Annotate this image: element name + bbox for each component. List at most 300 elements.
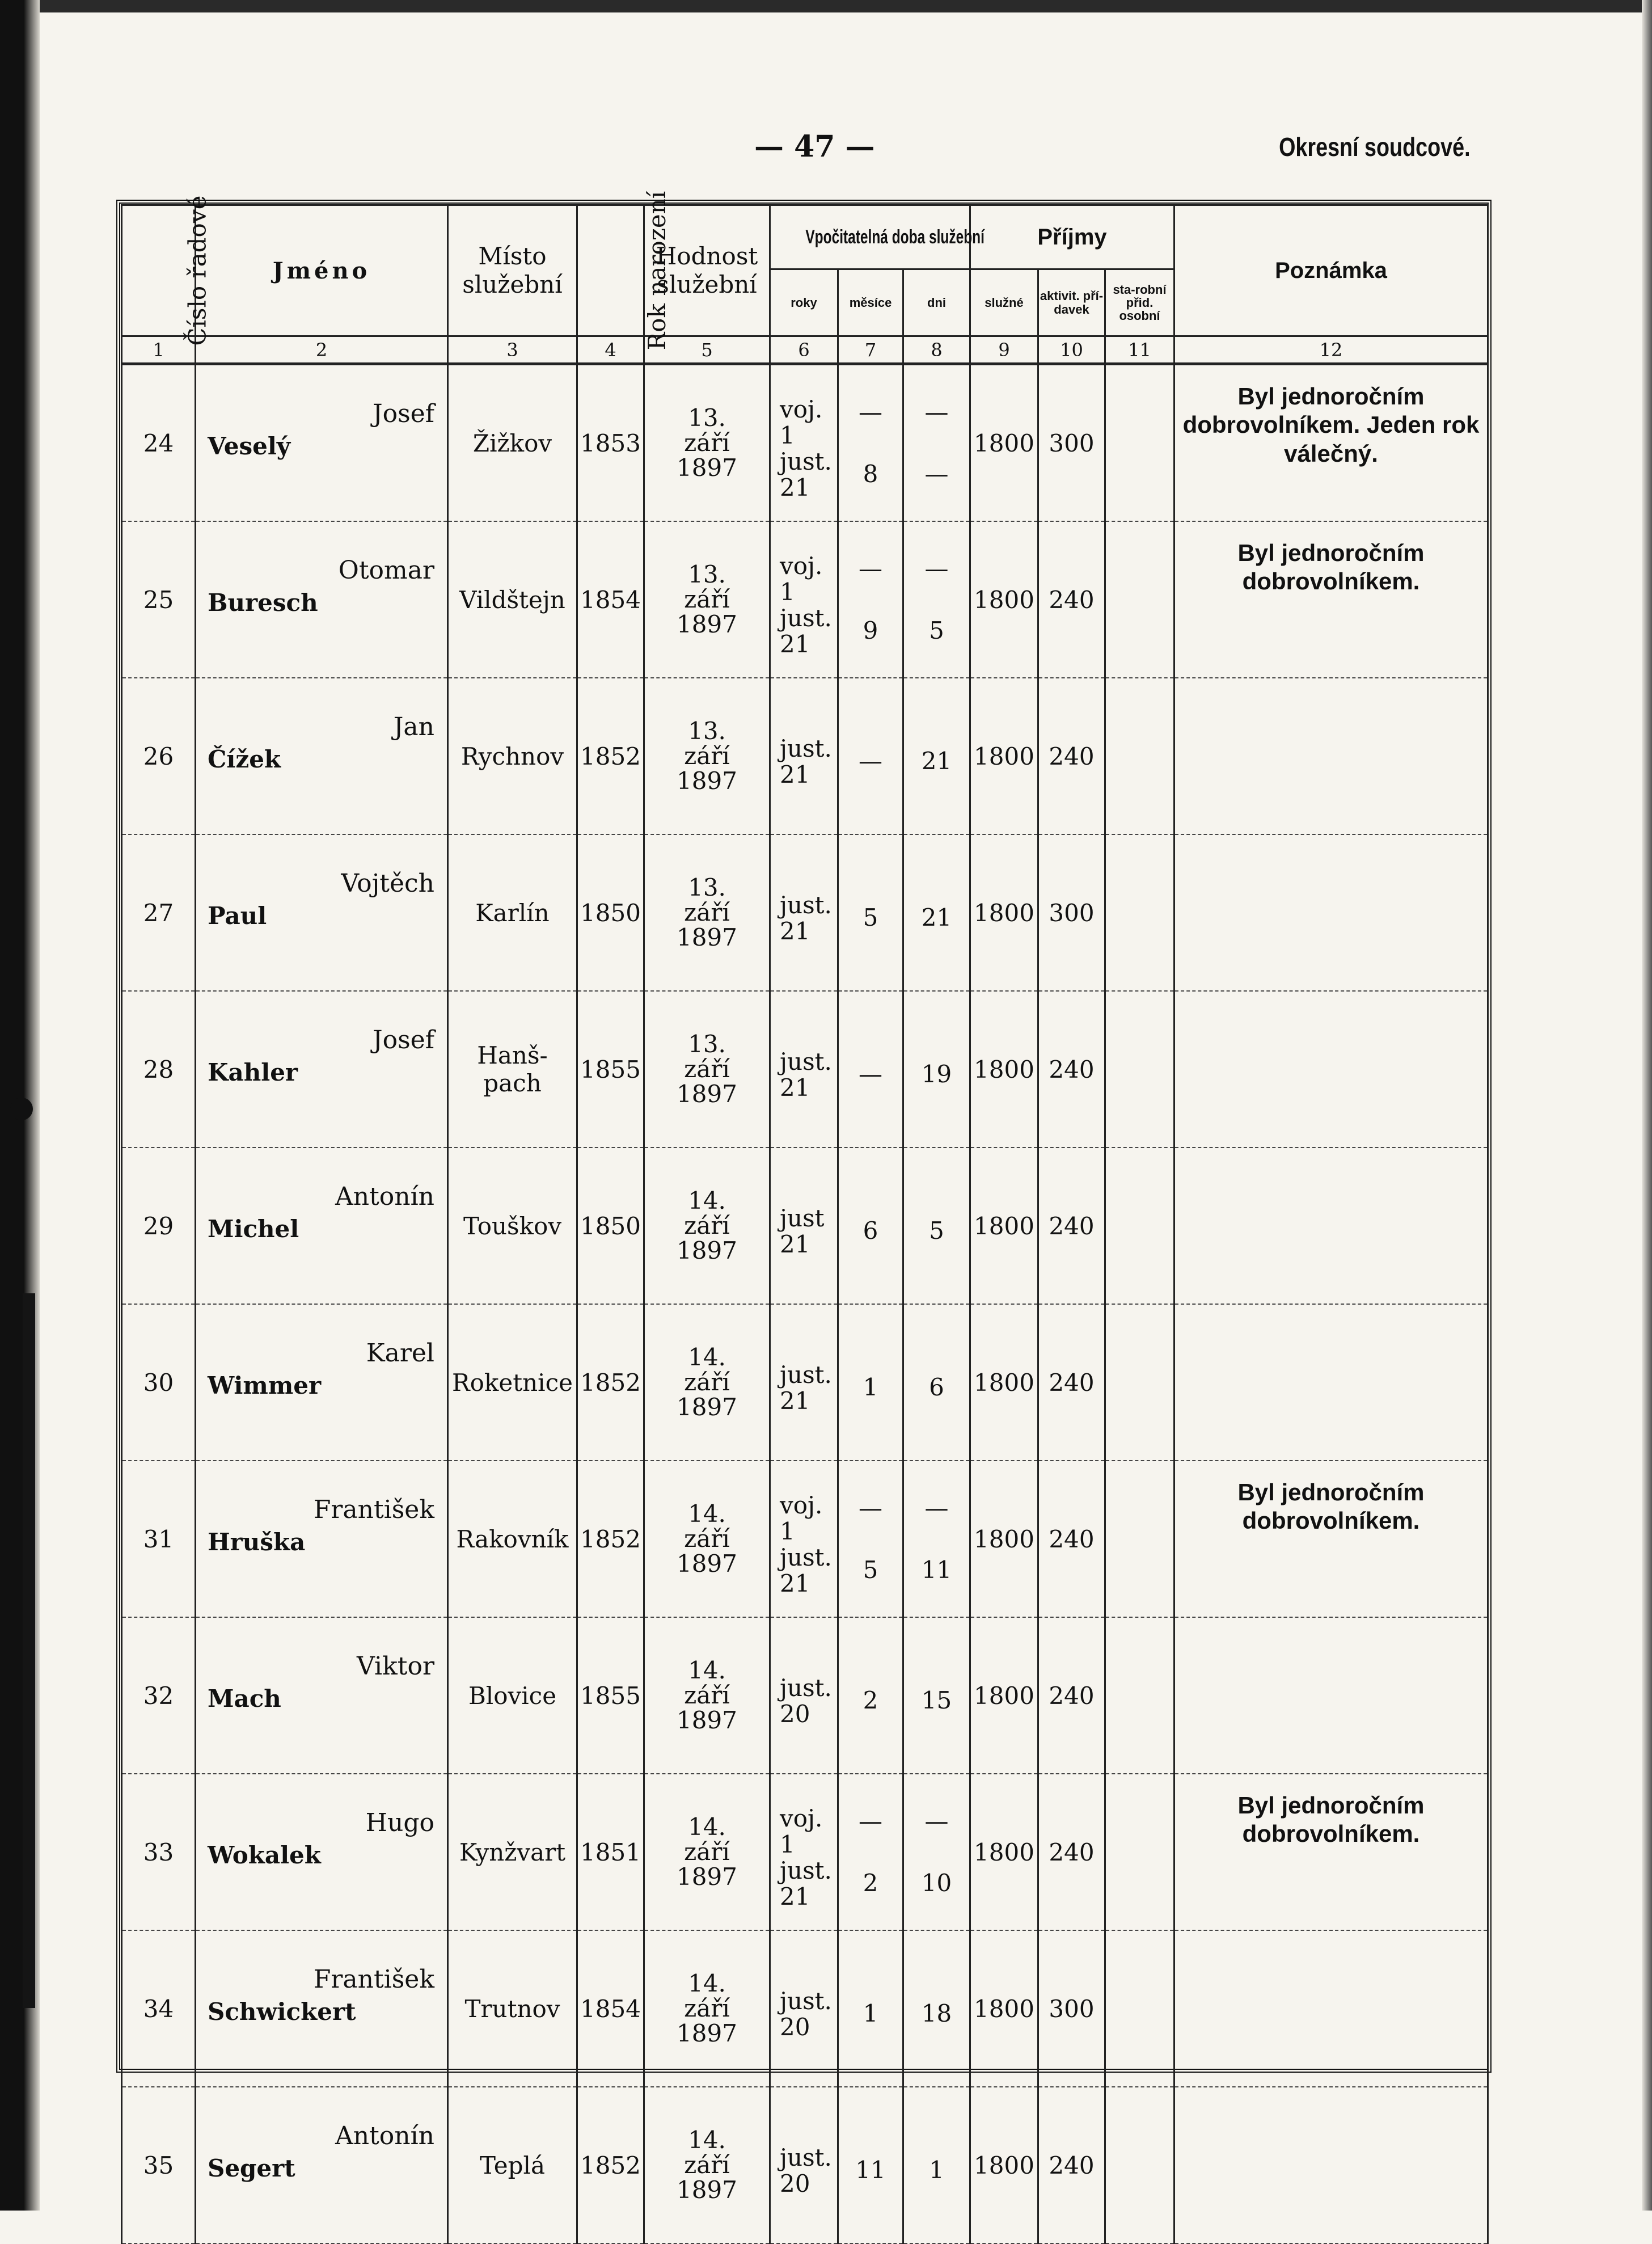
years-line: just.	[780, 1360, 832, 1389]
salary: 1800	[970, 991, 1038, 1148]
rank-line: září	[684, 1837, 730, 1866]
col-num: 6	[770, 336, 838, 364]
row-number: 35	[122, 2087, 196, 2243]
activity-allowance: 240	[1038, 1304, 1105, 1461]
days-cell	[903, 1617, 970, 1774]
place-cell	[448, 1930, 577, 2087]
personal-allowance	[1105, 1774, 1174, 1930]
place: Hanš-pach	[477, 1041, 548, 1097]
surname: Schwickert	[208, 1998, 356, 2026]
name-cell	[196, 1304, 448, 1461]
name-cell	[196, 1930, 448, 2087]
days-line: —	[924, 1494, 949, 1522]
surname: Buresch	[208, 589, 318, 617]
days-line: 21	[921, 746, 952, 775]
personal-allowance	[1105, 678, 1174, 834]
days-cell	[903, 2087, 970, 2243]
place: Rakovník	[456, 1525, 569, 1553]
rank-line: 1897	[677, 1706, 737, 1735]
table-row	[122, 991, 1488, 1148]
months-cell	[838, 678, 903, 834]
months-line: —	[859, 1807, 882, 1835]
birth-year: 1852	[577, 1304, 644, 1461]
note	[1174, 1930, 1488, 2087]
activity-allowance: 240	[1038, 1774, 1105, 1930]
table-row	[122, 1774, 1488, 1930]
rank-line: 1897	[677, 1863, 737, 1891]
rank-line: 13.	[688, 1030, 726, 1058]
personal-allowance	[1105, 991, 1174, 1148]
days-line: 19	[921, 1060, 952, 1088]
salary: 1800	[970, 1617, 1038, 1774]
days-line: 18	[921, 1999, 952, 2027]
days-line: 1	[929, 2156, 944, 2184]
days-line: —	[924, 398, 949, 426]
note	[1174, 1304, 1488, 1461]
given-name: Viktor	[357, 1652, 434, 1681]
days-cell	[903, 1304, 970, 1461]
months-line: 6	[863, 1216, 878, 1245]
months-line: 1	[863, 1999, 878, 2027]
personal-allowance	[1105, 521, 1174, 678]
months-line: —	[859, 746, 882, 775]
rank-cell	[644, 2087, 770, 2243]
years-line: 1	[780, 421, 795, 449]
years-cell	[770, 991, 838, 1148]
rank-line: 14.	[688, 1656, 726, 1684]
months-cell	[838, 834, 903, 991]
header-poznamka: Poznámka	[1174, 205, 1488, 336]
register-table	[121, 191, 1489, 2244]
col-num: 10	[1038, 336, 1105, 364]
row-number: 34	[122, 1930, 196, 2087]
scan-binding-shadow	[23, 1293, 35, 2008]
days-line: 5	[929, 1216, 944, 1245]
name-cell	[196, 1617, 448, 1774]
rank-line: 1897	[677, 1550, 737, 1578]
table-row	[122, 834, 1488, 991]
activity-allowance: 240	[1038, 1617, 1105, 1774]
table-row	[122, 1148, 1488, 1304]
days-line: 15	[921, 1686, 952, 1714]
salary: 1800	[970, 834, 1038, 991]
birth-year: 1850	[577, 834, 644, 991]
header-roky: roky	[770, 269, 838, 336]
years-cell	[770, 678, 838, 834]
years-line: 20	[780, 1700, 810, 1728]
column-number-row	[122, 336, 1488, 364]
rank-line: 14.	[688, 1812, 726, 1841]
birth-year: 1855	[577, 991, 644, 1148]
rank-line: 1897	[677, 2176, 737, 2204]
months-cell	[838, 1930, 903, 2087]
days-cell	[903, 521, 970, 678]
section-title: Okresní soudcové.	[1279, 132, 1471, 162]
months-line: 2	[863, 1869, 878, 1897]
months-line: 11	[855, 2156, 886, 2184]
months-line: 5	[863, 903, 878, 931]
salary: 1800	[970, 521, 1038, 678]
col-num: 1	[122, 336, 196, 364]
rank-line: 13.	[688, 716, 726, 745]
given-name: Hugo	[365, 1808, 434, 1837]
years-line: just.	[780, 1986, 832, 2015]
place-cell	[448, 678, 577, 834]
rank-line: 1897	[677, 767, 737, 795]
birth-year: 1850	[577, 1148, 644, 1304]
given-name: Josef	[372, 1026, 434, 1054]
place: Roketnice	[452, 1368, 573, 1397]
years-line: 20	[780, 2170, 810, 2197]
years-line: 20	[780, 2013, 810, 2041]
years-cell	[770, 1617, 838, 1774]
days-cell	[903, 991, 970, 1148]
name-cell	[196, 991, 448, 1148]
rank-line: září	[684, 428, 730, 457]
place-cell	[448, 991, 577, 1148]
days-line: 10	[921, 1869, 952, 1897]
note	[1174, 1617, 1488, 1774]
surname: Hruška	[208, 1528, 306, 1556]
rank-cell	[644, 678, 770, 834]
rank-line: září	[684, 1211, 730, 1239]
name-cell	[196, 2087, 448, 2243]
months-line: 2	[863, 1686, 878, 1714]
years-line: 21	[780, 761, 810, 788]
place: Trutnov	[464, 1994, 560, 2023]
days-cell	[903, 1148, 970, 1304]
rank-cell	[644, 1617, 770, 1774]
years-line: just.	[780, 2143, 832, 2171]
header-cislo: Číslo řadové	[122, 205, 196, 336]
rank-cell	[644, 1304, 770, 1461]
name-cell	[196, 1461, 448, 1617]
surname: Michel	[208, 1215, 299, 1243]
years-cell	[770, 364, 838, 522]
name-cell	[196, 364, 448, 522]
years-cell	[770, 521, 838, 678]
place-cell	[448, 521, 577, 678]
header-misto: Místo služební	[448, 205, 577, 336]
rank-cell	[644, 1148, 770, 1304]
months-cell	[838, 1148, 903, 1304]
note	[1174, 2087, 1488, 2243]
header-sluzne: služné	[970, 269, 1038, 336]
personal-allowance	[1105, 364, 1174, 522]
header-rok: Rok narození	[577, 205, 644, 336]
activity-allowance: 240	[1038, 1148, 1105, 1304]
days-line: 6	[929, 1373, 944, 1401]
table-row	[122, 1304, 1488, 1461]
rank-line: září	[684, 741, 730, 770]
months-line: 5	[863, 1556, 878, 1584]
name-cell	[196, 834, 448, 991]
birth-year: 1854	[577, 1930, 644, 2087]
rank-line: 1897	[677, 1080, 737, 1108]
rank-line: 1897	[677, 610, 737, 639]
table-row	[122, 1461, 1488, 1617]
personal-allowance	[1105, 1304, 1174, 1461]
days-line: 11	[921, 1556, 952, 1584]
years-cell	[770, 1774, 838, 1930]
table-body	[122, 364, 1488, 2244]
days-cell	[903, 364, 970, 522]
salary: 1800	[970, 1304, 1038, 1461]
years-cell	[770, 1304, 838, 1461]
activity-allowance: 300	[1038, 364, 1105, 522]
given-name: Vojtěch	[341, 869, 434, 898]
activity-allowance: 240	[1038, 1461, 1105, 1617]
rank-line: 1897	[677, 1237, 737, 1265]
months-cell	[838, 364, 903, 522]
rank-line: září	[684, 898, 730, 926]
days-cell	[903, 1774, 970, 1930]
rank-line: září	[684, 1524, 730, 1553]
birth-year: 1853	[577, 364, 644, 522]
row-number: 29	[122, 1148, 196, 1304]
months-line: —	[859, 1060, 882, 1088]
days-cell	[903, 834, 970, 991]
row-number: 31	[122, 1461, 196, 1617]
row-number: 25	[122, 521, 196, 678]
years-line: voj.	[780, 551, 823, 580]
salary: 1800	[970, 2087, 1038, 2243]
col-num: 9	[970, 336, 1038, 364]
days-cell	[903, 678, 970, 834]
years-line: 21	[780, 1230, 810, 1258]
row-number: 32	[122, 1617, 196, 1774]
personal-allowance	[1105, 834, 1174, 991]
rank-line: 1897	[677, 1393, 737, 1422]
years-line: voj.	[780, 1804, 823, 1832]
days-line: —	[924, 1807, 949, 1835]
given-name: Antonín	[335, 1182, 434, 1211]
note: Byl jednoročním dobrovolníkem. Jeden rok válečný.	[1174, 364, 1488, 522]
months-cell	[838, 1774, 903, 1930]
col-num: 5	[644, 336, 770, 364]
row-number: 30	[122, 1304, 196, 1461]
given-name: František	[313, 1965, 434, 1994]
row-number: 24	[122, 364, 196, 522]
col-num: 12	[1174, 336, 1488, 364]
rank-line: 14.	[688, 1969, 726, 1997]
years-line: just.	[780, 1673, 832, 1702]
note: Byl jednoročním dobrovolníkem.	[1174, 1461, 1488, 1617]
surname: Kahler	[208, 1058, 298, 1086]
punch-hole	[10, 1098, 33, 1120]
personal-allowance	[1105, 1617, 1174, 1774]
rank-line: září	[684, 1994, 730, 2022]
years-cell	[770, 1148, 838, 1304]
months-line: 9	[863, 617, 878, 644]
place-cell	[448, 1774, 577, 1930]
months-line: —	[859, 1494, 882, 1522]
note	[1174, 834, 1488, 991]
name-cell	[196, 1148, 448, 1304]
place: Žižkov	[472, 429, 552, 457]
rank-line: září	[684, 585, 730, 613]
months-line: 1	[863, 1373, 878, 1401]
table-row	[122, 364, 1488, 522]
col-num: 3	[448, 336, 577, 364]
years-line: just.	[780, 604, 832, 632]
years-line: 1	[780, 1517, 795, 1545]
years-cell	[770, 2087, 838, 2243]
salary: 1800	[970, 1148, 1038, 1304]
place-cell	[448, 1148, 577, 1304]
place-cell	[448, 364, 577, 522]
years-line: voj.	[780, 1491, 823, 1519]
months-cell	[838, 521, 903, 678]
place: Vildštejn	[459, 585, 565, 614]
rank-line: 14.	[688, 1343, 726, 1371]
col-num: 8	[903, 336, 970, 364]
header-dni: dni	[903, 269, 970, 336]
header-aktivit: aktivit. pří-davek	[1038, 269, 1105, 336]
rank-line: 14.	[688, 1186, 726, 1214]
years-line: just.	[780, 1543, 832, 1571]
rank-line: 1897	[677, 923, 737, 952]
header-mesice: měsíce	[838, 269, 903, 336]
personal-allowance	[1105, 1461, 1174, 1617]
col-num: 4	[577, 336, 644, 364]
salary: 1800	[970, 1774, 1038, 1930]
row-number: 33	[122, 1774, 196, 1930]
months-line: 8	[863, 460, 878, 488]
name-cell	[196, 1774, 448, 1930]
row-number: 28	[122, 991, 196, 1148]
rank-cell	[644, 521, 770, 678]
rank-cell	[644, 1930, 770, 2087]
years-cell	[770, 1930, 838, 2087]
note: Byl jednoročním dobrovolníkem.	[1174, 521, 1488, 678]
rank-line: 13.	[688, 403, 726, 432]
days-line: 21	[921, 903, 952, 931]
name-cell	[196, 521, 448, 678]
years-line: 1	[780, 1830, 795, 1858]
place: Blovice	[468, 1681, 557, 1710]
place-cell	[448, 1617, 577, 1774]
place: Teplá	[480, 2151, 545, 2179]
row-number: 27	[122, 834, 196, 991]
months-cell	[838, 2087, 903, 2243]
place: Rychnov	[460, 742, 564, 770]
years-line: voj.	[780, 395, 823, 423]
header-jmeno: Jméno	[196, 205, 448, 336]
surname: Wimmer	[208, 1372, 322, 1399]
header-starobni: sta-robní přid. osobní	[1105, 269, 1174, 336]
months-line: —	[859, 398, 882, 426]
header-prijmy: Příjmy	[970, 205, 1174, 269]
surname: Mach	[208, 1685, 281, 1712]
scan-top-edge	[0, 0, 1652, 12]
header-doba: Vpočitatelná doba služební	[770, 205, 970, 269]
months-line: —	[859, 555, 882, 583]
rank-cell	[644, 1461, 770, 1617]
years-line: just.	[780, 734, 832, 762]
place-cell	[448, 1304, 577, 1461]
col-num: 7	[838, 336, 903, 364]
personal-allowance	[1105, 1148, 1174, 1304]
years-line: 21	[780, 1074, 810, 1102]
rank-cell	[644, 364, 770, 522]
rank-line: 1897	[677, 454, 737, 482]
given-name: Otomar	[338, 556, 434, 585]
note	[1174, 991, 1488, 1148]
note	[1174, 678, 1488, 834]
given-name: František	[313, 1495, 434, 1524]
months-cell	[838, 1461, 903, 1617]
rank-cell	[644, 834, 770, 991]
salary: 1800	[970, 1461, 1038, 1617]
years-line: just	[780, 1204, 825, 1232]
table-row	[122, 678, 1488, 834]
place-cell	[448, 1461, 577, 1617]
rank-line: 13.	[688, 560, 726, 588]
birth-year: 1852	[577, 1461, 644, 1617]
given-name: Josef	[372, 399, 434, 428]
salary: 1800	[970, 678, 1038, 834]
activity-allowance: 300	[1038, 1930, 1105, 2087]
days-line: —	[924, 555, 949, 583]
place: Karlín	[475, 899, 550, 927]
header-hodnost: Hodnost služební	[644, 205, 770, 336]
rank-line: září	[684, 2150, 730, 2179]
years-line: just.	[780, 891, 832, 919]
place: Touškov	[463, 1212, 562, 1240]
activity-allowance: 240	[1038, 991, 1105, 1148]
activity-allowance: 240	[1038, 2087, 1105, 2243]
days-cell	[903, 1461, 970, 1617]
rank-line: 13.	[688, 873, 726, 901]
months-cell	[838, 1304, 903, 1461]
personal-allowance	[1105, 2087, 1174, 2243]
activity-allowance: 300	[1038, 834, 1105, 991]
birth-year: 1851	[577, 1774, 644, 1930]
days-cell	[903, 1930, 970, 2087]
personal-allowance	[1105, 1930, 1174, 2087]
place-cell	[448, 2087, 577, 2243]
years-line: just.	[780, 1047, 832, 1075]
years-line: just.	[780, 1857, 832, 1884]
rank-line: září	[684, 1681, 730, 1709]
scan-right-edge	[1642, 0, 1652, 2211]
years-line: 21	[780, 1387, 810, 1415]
page-number: — 47 —	[754, 129, 875, 164]
salary: 1800	[970, 364, 1038, 522]
birth-year: 1855	[577, 1617, 644, 1774]
years-line: 21	[780, 1883, 810, 1911]
years-cell	[770, 1461, 838, 1617]
given-name: Antonín	[335, 2121, 434, 2150]
surname: Segert	[208, 2154, 295, 2182]
name-cell	[196, 678, 448, 834]
surname: Paul	[208, 902, 267, 930]
years-line: just.	[780, 448, 832, 475]
salary: 1800	[970, 1930, 1038, 2087]
table-row	[122, 521, 1488, 678]
years-line: 1	[780, 577, 795, 606]
col-num: 11	[1105, 336, 1174, 364]
years-line: 21	[780, 630, 810, 659]
activity-allowance: 240	[1038, 521, 1105, 678]
years-line: 21	[780, 1570, 810, 1598]
years-cell	[770, 834, 838, 991]
rank-line: 1897	[677, 2019, 737, 2048]
table-row	[122, 2087, 1488, 2243]
months-cell	[838, 991, 903, 1148]
rank-line: 14.	[688, 1499, 726, 1528]
